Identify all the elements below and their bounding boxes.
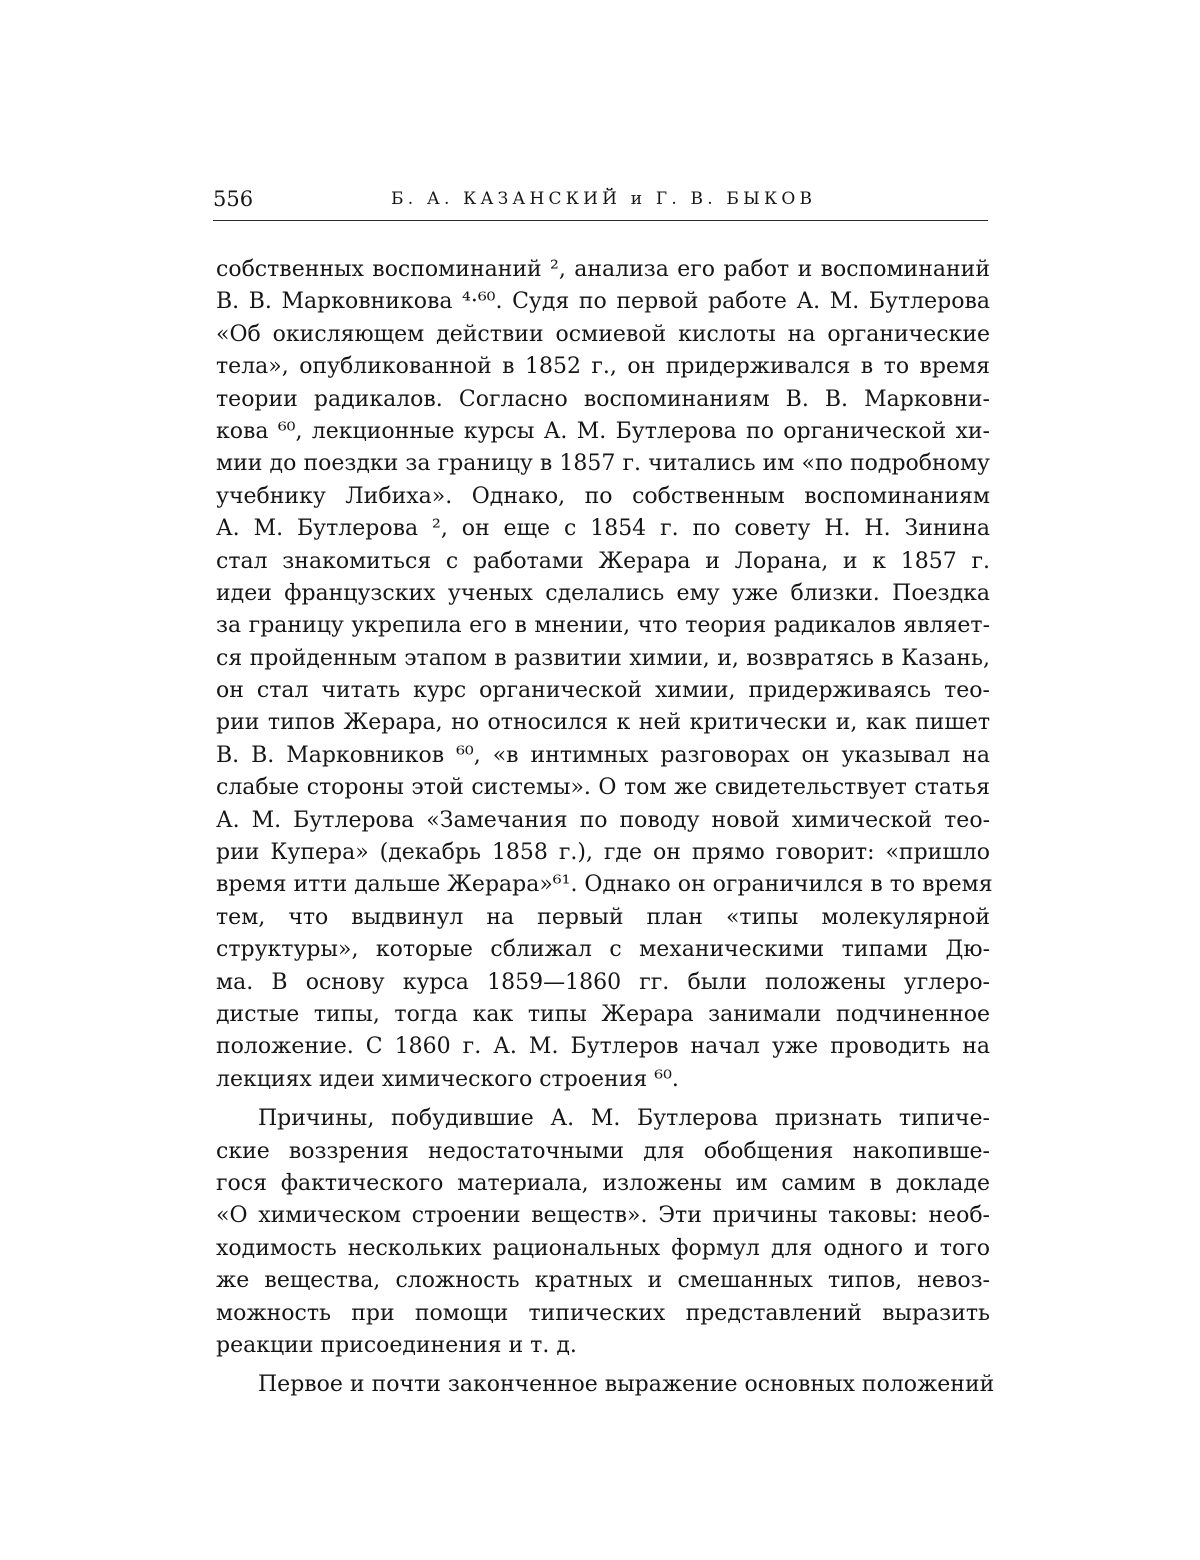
paragraph-1 [216, 254, 993, 1096]
body-text [216, 254, 995, 1402]
text-line: теории радикалов. Согласно воспоминаниям В. В. Марковни- [216, 386, 990, 412]
text-line: кова ⁶⁰, лекционные курсы А. М. Бутлерова по органической хи- [216, 418, 990, 444]
text-line: собственных воспоминаний ², анализа его работ и воспоминаний [216, 257, 990, 282]
text-line: рии типов Жерара, но относился к ней критически и, как пишет [216, 710, 990, 736]
text-line: гося фактического материала, изложены им самим в докладе [216, 1170, 990, 1196]
text-line: А. М. Бутлерова ², он еще с 1854 г. по совету Н. Н. Зинина [216, 516, 990, 542]
text-line: стал знакомиться с работами Жерара и Лорана, и к 1857 г. [216, 548, 990, 574]
running-header [213, 186, 988, 221]
text-line: тела», опубликованной в 1852 г., он придерживался в то время [216, 354, 990, 380]
text-line: Первое и почти законченное выражение основных положений [258, 1372, 995, 1398]
paragraph-2 [216, 1103, 990, 1362]
text-line: ходимость нескольких рациональных формул для одного и того [216, 1235, 990, 1261]
text-line: мии до поездки за границу в 1857 г. читались им «по подробному [216, 451, 990, 477]
text-line: положение. С 1860 г. А. М. Бутлеров начал уже проводить на [216, 1034, 990, 1060]
text-line: можность при помощи типических представлений выразить [216, 1300, 990, 1326]
text-line: А. М. Бутлерова «Замечания по поводу новой химической тео- [216, 807, 990, 833]
text-line: тем, что выдвинул на первый план «типы молекулярной [216, 904, 990, 930]
text-line: учебнику Либиха». Однако, по собственным воспоминаниям [216, 483, 990, 509]
text-line: идеи французских ученых сделались ему уже близки. Поездка [216, 580, 990, 606]
text-line: ма. В основу курса 1859—1860 гг. были положены углеро- [216, 969, 990, 995]
text-line: реакции присоединения и т. д. [216, 1332, 577, 1358]
text-line: он стал читать курс органической химии, придерживаясь тео- [216, 678, 990, 704]
text-line: же вещества, сложность кратных и смешанных типов, невоз- [216, 1268, 990, 1294]
text-line: В. В. Марковников ⁶⁰, «в интимных разговорах он указывал на [216, 742, 990, 768]
text-line: лекциях идеи химического строения ⁶⁰. [216, 1066, 679, 1092]
text-line: Причины, побудившие А. М. Бутлерова признать типиче- [258, 1106, 990, 1132]
text-line: «О химическом строении веществ». Эти причины таковы: необ- [216, 1203, 990, 1229]
text-line: В. В. Марковникова ⁴·⁶⁰. Судя по первой работе А. М. Бутлерова [216, 289, 990, 315]
text-line: ские воззрения недостаточными для обобщения накопивше- [216, 1138, 990, 1164]
text-line: рии Купера» (декабрь 1858 г.), где он прямо говорит: «пришло [216, 840, 990, 866]
text-line: структуры», которые сближал с механическими типами Дю- [216, 937, 990, 963]
text-line: ся пройденным этапом в развитии химии, и, возвратясь в Казань, [216, 645, 990, 671]
running-title: Б. А. КАЗАНСКИЙ и Г. В. БЫКОВ [391, 189, 817, 209]
text-line: слабые стороны этой системы». О том же свидетельствует статья [216, 775, 990, 801]
text-line: время итти дальше Жерара»⁶¹. Однако он ограничился в то время [216, 872, 993, 898]
paragraph-3 [216, 1369, 995, 1401]
paragraph-gap [216, 1096, 990, 1103]
text-line: за границу укрепила его в мнении, что теория радикалов являет- [216, 613, 990, 639]
paragraph-gap [216, 1362, 990, 1369]
text-line: дистые типы, тогда как типы Жерара занимали подчиненное [216, 1001, 990, 1027]
text-line: «Об окисляющем действии осмиевой кислоты на органические [216, 321, 990, 347]
page-number: 556 [213, 187, 254, 211]
